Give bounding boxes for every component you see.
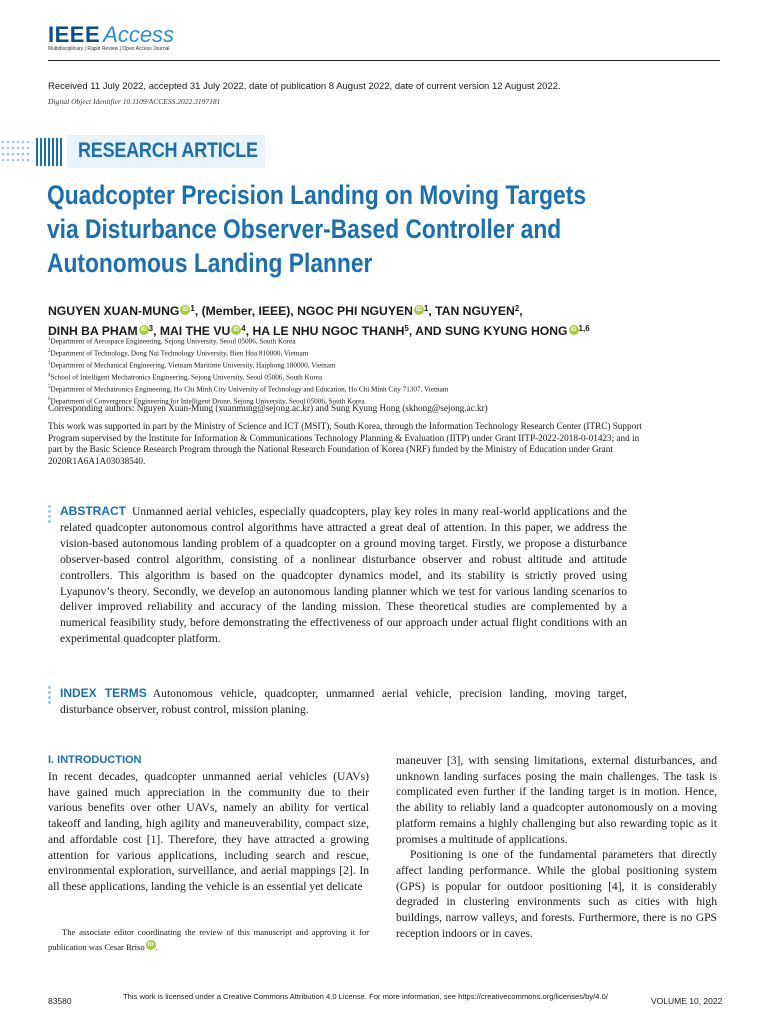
author-name: NGOC PHI NGUYEN xyxy=(297,304,413,318)
editor-note-text: The associate editor coordinating the review of this manuscript and approving it for publication was Cesar Briso xyxy=(48,927,369,952)
editor-footnote: The associate editor coordinating the review of this manuscript and approving it for publication was Cesar Briso iD . xyxy=(48,927,369,952)
abstract xyxy=(60,504,627,647)
title-line: via Disturbance Observer-Based Controller and xyxy=(47,214,562,244)
affiliation-item: $^6$Department of Convergence Engineering for Intelligent Drone, Sejong University, Seoul 05006, South Korea xyxy=(48,396,365,406)
author-affil-sup: 1,6 xyxy=(578,324,590,333)
orcid-icon[interactable]: iD xyxy=(233,327,240,333)
author-affil-sup: 1 xyxy=(423,304,429,313)
abstract-text: Unmanned aerial vehicles, especially quadcopters, play key roles in many real-world applications and the related quadcopter autonomous control algorithms have attracted a great deal of attention. In this paper, we address the vision-based autonomous landing problem of a quadcopter on a ground moving target. Firstly, we propose a disturbance observer-based control algorithm, consisting of a nonlinear disturbance observer and robust altitude and attitude controllers. This algorithm is based on the quadcopter dynamics model, and its stability is strictly proved using Lyapunov’s theory. Secondly, we develop an autonomous landing planner which we test for various landing scenarios to deliver improved reliability and accuracy of the landing mission. These theoretical studies are complemented by a numerical feasibility study, before demonstrating the effectiveness of our approach under actual flight conditions with an experimental quadcopter platform. xyxy=(60,505,627,646)
intro-paragraph: Positioning is one of the fundamental parameters that directly affect landing performance. While the global positioning system (GPS) is popular for outdoor positioning [4], it is considerably degraded in clustering environments such as cities with high buildings, narrow valleys, and forests. Furthermore, there is no GPS reception indoors or in caves. xyxy=(396,848,717,940)
title-line: Quadcopter Precision Landing on Moving Targets xyxy=(47,180,587,210)
article-type-banner xyxy=(0,135,290,169)
funding-statement: This work was supported in part by the Ministry of Science and ICT (MSIT), South Korea, through the Information Technology Research Center (ITRC) Support Program supervised by the Institute for Information & Communications Technology Planning & Evaluation (IITP) under Grant IITP-2022-2018-0-01423; and in part by the Basic Science Research Program through the National Research Foundation of Korea (NRF) funded by the Ministry of Education under Grant 2020R1A6A1A03038540. xyxy=(48,421,642,466)
author-affil-sup: 5 xyxy=(404,324,409,333)
article-type-label: RESEARCH ARTICLE xyxy=(78,139,258,162)
intro-paragraph: maneuver [3], with sensing limitations, external disturbances, and unknown landing surfaces posing the main challenges. The task is complicated even further if the landing target is in motion. Hence, the ability to reliably land a quadcopter autonomously on a moving platform remains a highly challenging but also rewarding topic as it promises a multitude of applications. xyxy=(396,754,717,846)
received-dates: Received 11 July 2022, accepted 31 July 2022, date of publication 8 August 2022, date of current version 12 August 2022. xyxy=(48,81,561,92)
banner-dots-decoration xyxy=(0,139,34,165)
affiliation-item: $^4$School of Intelligent Mechatronics Engineering, Sejong University, Seoul 05006, South Korea xyxy=(48,372,323,382)
author-affil-sup: 2 xyxy=(514,304,520,313)
orcid-icon[interactable]: iD xyxy=(415,307,422,313)
orcid-icon[interactable]: iD xyxy=(147,941,154,948)
index-terms-dots-decoration xyxy=(48,686,52,706)
corresponding-authors: Corresponding authors: Nguyen Xuan-Mung (xuanmung@sejong.ac.kr) and Sung Kyung Hong (skhong@sejong.ac.kr) xyxy=(48,403,488,413)
author-name: , MAI THE VU xyxy=(153,324,231,338)
intro-paragraph: In recent decades, quadcopter unmanned aerial vehicles (UAVs) have gained much appreciation in the community due to their various benefits over other UAVs, namely an ability for vertical takeoff and landing, high agility and maneuverability, compact size, and affordable cost [1]. Therefore, they have attracted a growing attention for various applications, including search and rescue, environmental exploration, surveillance, and aerial mappings [2]. In all these applications, landing the vehicle is an essential yet delicate xyxy=(48,770,369,893)
affiliation-list xyxy=(48,335,448,407)
author-name: , HA LE NHU NGOC THANH xyxy=(245,324,405,338)
index-terms-text: Autonomous vehicle, quadcopter, unmanned aerial vehicle, precision landing, moving target, disturbance observer, robust control, mission planing. xyxy=(60,687,628,716)
logo-access: Access xyxy=(103,22,175,47)
author-affil-sup: 3 xyxy=(148,324,154,333)
journal-tagline: Multidisciplinary | Rapid Review | Open Access Journal xyxy=(48,46,170,52)
abstract-heading: ABSTRACT xyxy=(60,504,126,518)
banner-lines-decoration xyxy=(36,138,64,166)
section-heading-introduction: I. INTRODUCTION xyxy=(48,754,142,766)
orcid-icon[interactable]: iD xyxy=(570,327,577,333)
orcid-icon[interactable]: iD xyxy=(182,307,189,313)
paper-title xyxy=(47,178,687,280)
journal-logo xyxy=(48,22,174,48)
author-name: DINH BA PHAM xyxy=(48,324,138,338)
abstract-dots-decoration xyxy=(48,505,52,525)
affiliation-item: $^1$Department of Aerospace Engineering, Sejong University, Seoul 05006, South Korea xyxy=(48,337,296,346)
author-name: , AND SUNG KYUNG HONG xyxy=(408,324,568,338)
title-line: Autonomous Landing Planner xyxy=(47,248,373,278)
author-line-1: NGUYEN XUAN-MUNG iD $^1$, (Member, IEEE), NGOC PHI NGUYEN iD $^1$, TAN NGUYEN$^2$, xyxy=(48,304,523,318)
index-terms-heading: INDEX TERMS xyxy=(60,686,147,700)
license-notice: This work is licensed under a Creative Commons Attribution 4.0 License. For more information, see https://creativecommons.org/licenses/by/4.0/ xyxy=(123,992,608,1001)
author-name: , TAN NGUYEN xyxy=(428,304,515,318)
index-terms xyxy=(60,685,627,718)
author-affil-sup: 4 xyxy=(241,324,246,333)
logo-ieee: IEEE xyxy=(48,22,101,47)
intro-right-column xyxy=(396,753,717,941)
affiliation-item: $^3$Department of Mechanical Engineering, Vietnam Maritime University, Haiphong 180000, Vietnam xyxy=(48,360,336,370)
volume-label: VOLUME 10, 2022 xyxy=(651,996,723,1006)
author-affil-sup: 1 xyxy=(190,304,195,313)
author-note: , (Member, IEEE), xyxy=(194,304,298,318)
intro-left-column xyxy=(48,769,369,895)
doi-line: Digital Object Identifier 10.1109/ACCESS.2022.3197181 xyxy=(48,97,221,106)
affiliation-item: $^5$Department of Mechatronics Engineering, Ho Chi Minh City University of Technology and Education, Ho Chi Minh City 71307, Vietnam xyxy=(48,384,449,394)
author-name: NGUYEN XUAN-MUNG xyxy=(48,304,180,318)
page-number: 83580 xyxy=(48,996,72,1006)
header-rule xyxy=(48,60,720,61)
affiliation-item: $^2$Department of Technology, Dong Nai Technology University, Bien Hoa 810000, Vietnam xyxy=(48,348,309,358)
orcid-icon[interactable]: iD xyxy=(140,327,147,333)
